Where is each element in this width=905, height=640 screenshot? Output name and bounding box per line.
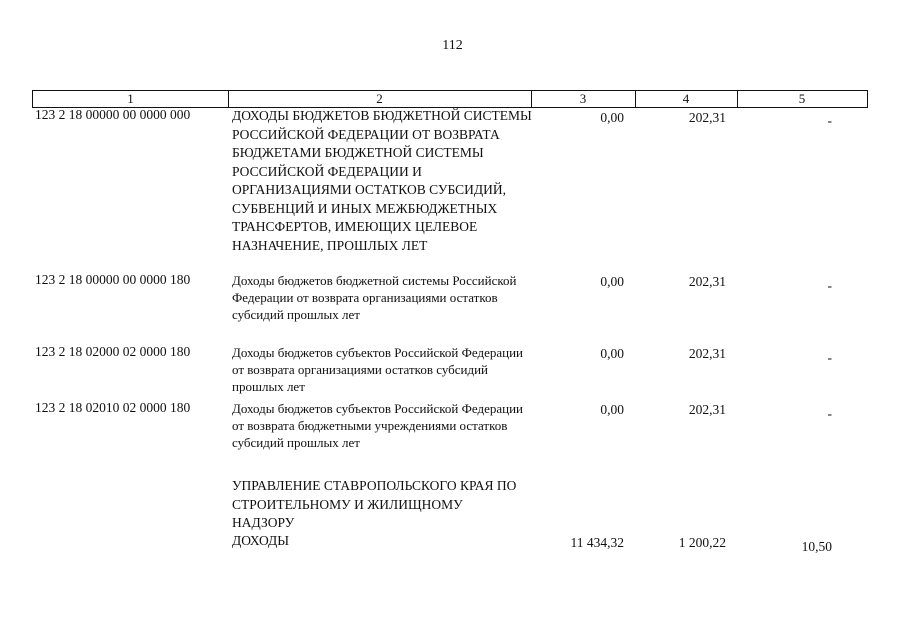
table-header — [32, 90, 868, 108]
value-col-5: - — [827, 278, 832, 293]
page-number: 112 — [442, 38, 463, 53]
table-row — [32, 344, 872, 396]
value-col-5: - — [827, 406, 832, 421]
value-col-5: - — [827, 113, 832, 128]
value-col-3: 0,00 — [600, 402, 624, 417]
row-description: Доходы бюджетов субъектов Российской Федерации от возврата организациями остатков субсидий прошлых лет — [232, 345, 523, 394]
budget-code: 123 2 18 00000 00 0000 180 — [35, 272, 191, 287]
income-value-col-5: 10,50 — [801, 539, 832, 554]
header-col-3: 3 — [531, 91, 636, 107]
value-col-4: 202,31 — [688, 402, 726, 417]
budget-code: 123 2 18 02010 02 0000 180 — [35, 400, 191, 415]
table-row — [32, 272, 872, 324]
table-row — [32, 400, 872, 452]
row-description: ДОХОДЫ БЮДЖЕТОВ БЮДЖЕТНОЙ СИСТЕМЫ РОССИЙСКОЙ ФЕДЕРАЦИИ ОТ ВОЗВРАТА БЮДЖЕТАМИ БЮДЖЕТНОЙ СИСТЕМЫ РОССИЙСКОЙ ФЕДЕРАЦИИ И ОРГАНИЗАЦИЯМИ ОСТАТКОВ СУБСИДИЙ, СУБВЕНЦИЙ И ИНЫХ МЕЖБЮДЖЕТНЫХ ТРАНСФЕРТОВ, ИМЕЮЩИХ ЦЕЛЕВОЕ НАЗНАЧЕНИЕ, ПРОШЛЫХ ЛЕТ — [232, 108, 532, 253]
value-col-3: 0,00 — [600, 346, 624, 361]
value-col-3: 0,00 — [600, 110, 624, 125]
income-value-col-3: 11 434,32 — [570, 535, 624, 550]
row-description: Доходы бюджетов субъектов Российской Федерации от возврата бюджетными учреждениями остатков субсидий прошлых лет — [232, 401, 523, 450]
value-col-3: 0,00 — [600, 274, 624, 289]
budget-code: 123 2 18 02000 02 0000 180 — [35, 344, 191, 359]
income-label: ДОХОДЫ — [232, 533, 290, 548]
table-row — [32, 107, 872, 253]
value-col-4: 202,31 — [688, 346, 726, 361]
header-col-2: 2 — [228, 91, 532, 107]
header-col-4: 4 — [635, 91, 738, 107]
section-title: УПРАВЛЕНИЕ СТАВРОПОЛЬСКОГО КРАЯ ПО СТРОИТЕЛЬНОМУ И ЖИЛИЩНОМУ НАДЗОРУ — [232, 478, 517, 530]
row-description: Доходы бюджетов бюджетной системы Российской Федерации от возврата организациями остатков субсидий прошлых лет — [232, 273, 517, 322]
header-col-5: 5 — [798, 91, 806, 106]
section-block — [32, 477, 872, 567]
header-col-1: 1 — [33, 91, 229, 107]
budget-code: 123 2 18 00000 00 0000 000 — [35, 107, 191, 122]
value-col-4: 202,31 — [688, 110, 726, 125]
value-col-5: - — [827, 350, 832, 365]
value-col-4: 202,31 — [688, 274, 726, 289]
income-value-col-4: 1 200,22 — [678, 535, 726, 550]
